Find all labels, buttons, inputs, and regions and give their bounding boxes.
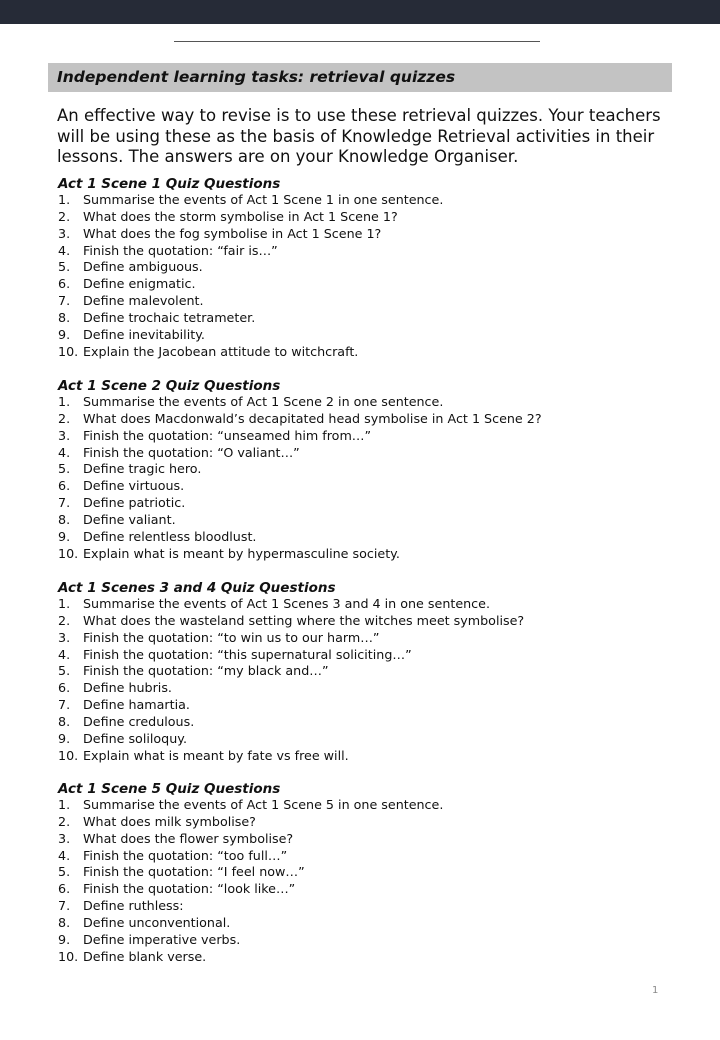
question-item bbox=[58, 915, 678, 932]
question-list bbox=[58, 596, 678, 764]
question-text: Finish the quotation: “to win us to our harm…” bbox=[83, 629, 380, 645]
question-text: Define virtuous. bbox=[83, 478, 185, 494]
question-number: 4. bbox=[58, 646, 71, 662]
question-number: 2. bbox=[58, 410, 71, 426]
question-text: Summarise the events of Act 1 Scene 5 in one sentence. bbox=[83, 797, 444, 812]
question-number: 1. bbox=[58, 797, 71, 812]
question-number: 9. bbox=[58, 326, 71, 342]
question-number: 7. bbox=[58, 495, 71, 511]
question-item bbox=[58, 881, 678, 898]
question-number: 5. bbox=[58, 864, 71, 880]
section-heading: Act 1 Scene 1 Quiz Questions bbox=[58, 176, 281, 192]
question-number: 8. bbox=[58, 914, 71, 930]
quiz-section bbox=[58, 580, 678, 764]
question-text: What does the fog symbolise in Act 1 Scene 1? bbox=[83, 225, 382, 241]
quiz-section bbox=[58, 176, 678, 360]
question-text: Define hubris. bbox=[83, 680, 172, 696]
question-text: Finish the quotation: “this supernatural soliciting…” bbox=[83, 646, 412, 662]
question-text: Finish the quotation: “fair is…” bbox=[83, 242, 278, 258]
question-item bbox=[58, 814, 678, 831]
question-number: 1. bbox=[58, 394, 71, 409]
question-item bbox=[58, 613, 678, 630]
question-text: What does the flower symbolise? bbox=[83, 830, 294, 846]
quiz-section bbox=[58, 378, 678, 562]
question-number: 2. bbox=[58, 612, 71, 628]
question-text: Define inevitability. bbox=[83, 326, 205, 342]
question-text: Explain what is meant by fate vs free will. bbox=[83, 747, 349, 763]
question-text: Summarise the events of Act 1 Scene 2 in one sentence. bbox=[83, 394, 444, 409]
question-item bbox=[58, 680, 678, 697]
question-item bbox=[58, 344, 678, 361]
question-text: Finish the quotation: “O valiant…” bbox=[83, 444, 300, 460]
question-number: 4. bbox=[58, 242, 71, 258]
question-item bbox=[58, 731, 678, 748]
question-item bbox=[58, 394, 678, 411]
question-number: 7. bbox=[58, 293, 71, 309]
question-item bbox=[58, 192, 678, 209]
section-heading: Act 1 Scene 2 Quiz Questions bbox=[58, 378, 281, 394]
question-item bbox=[58, 259, 678, 276]
question-number: 9. bbox=[58, 528, 71, 544]
page-number: 1 bbox=[652, 985, 659, 996]
page-title: Independent learning tasks: retrieval quizzes bbox=[57, 68, 456, 86]
question-text: Define hamartia. bbox=[83, 697, 190, 713]
question-text: Define blank verse. bbox=[83, 948, 207, 964]
question-item bbox=[58, 209, 678, 226]
header-rule bbox=[174, 41, 540, 42]
question-item bbox=[58, 546, 678, 563]
question-text: What does the wasteland setting where the witches meet symbolise? bbox=[83, 612, 525, 628]
question-item bbox=[58, 226, 678, 243]
question-number: 2. bbox=[58, 813, 71, 829]
question-text: Finish the quotation: “too full…” bbox=[83, 847, 288, 863]
question-item bbox=[58, 293, 678, 310]
question-item bbox=[58, 864, 678, 881]
question-text: What does Macdonwald’s decapitated head symbolise in Act 1 Scene 2? bbox=[83, 410, 542, 426]
question-item bbox=[58, 663, 678, 680]
question-number: 6. bbox=[58, 276, 71, 292]
question-number: 4. bbox=[58, 847, 71, 863]
question-text: Explain what is meant by hypermasculine society. bbox=[83, 545, 400, 561]
question-text: Define credulous. bbox=[83, 713, 195, 729]
question-list bbox=[58, 797, 678, 965]
intro-paragraph: An effective way to revise is to use these retrieval quizzes. Your teachers will be using these as the basis of Knowledge Retrieval activities in their lessons. The answers are on your Knowledge Organiser. bbox=[57, 106, 661, 166]
question-text: Summarise the events of Act 1 Scenes 3 and 4 in one sentence. bbox=[83, 596, 490, 611]
question-number: 2. bbox=[58, 208, 71, 224]
question-item bbox=[58, 831, 678, 848]
question-number: 6. bbox=[58, 881, 71, 897]
question-item bbox=[58, 647, 678, 664]
question-number: 8. bbox=[58, 309, 71, 325]
question-item bbox=[58, 949, 678, 966]
question-number: 7. bbox=[58, 898, 71, 914]
question-item bbox=[58, 697, 678, 714]
question-number: 5. bbox=[58, 259, 71, 275]
question-number: 10. bbox=[58, 545, 79, 561]
question-text: Define trochaic tetrameter. bbox=[83, 309, 256, 325]
question-text: Define enigmatic. bbox=[83, 276, 196, 292]
question-number: 3. bbox=[58, 830, 71, 846]
question-item bbox=[58, 512, 678, 529]
question-number: 5. bbox=[58, 663, 71, 679]
question-number: 10. bbox=[58, 343, 79, 359]
question-number: 7. bbox=[58, 697, 71, 713]
question-list bbox=[58, 192, 678, 360]
question-number: 10. bbox=[58, 747, 79, 763]
question-text: Define relentless bloodlust. bbox=[83, 528, 257, 544]
section-heading: Act 1 Scene 5 Quiz Questions bbox=[58, 781, 281, 797]
top-bar bbox=[0, 0, 720, 24]
question-item bbox=[58, 748, 678, 765]
question-text: Finish the quotation: “my black and…” bbox=[83, 663, 329, 679]
question-number: 6. bbox=[58, 680, 71, 696]
question-item bbox=[58, 630, 678, 647]
title-banner bbox=[48, 63, 672, 92]
question-item bbox=[58, 478, 678, 495]
question-item bbox=[58, 529, 678, 546]
quiz-section bbox=[58, 781, 678, 965]
question-item bbox=[58, 797, 678, 814]
section-heading: Act 1 Scenes 3 and 4 Quiz Questions bbox=[58, 580, 336, 596]
question-number: 3. bbox=[58, 225, 71, 241]
question-text: Define soliloquy. bbox=[83, 730, 187, 746]
question-item bbox=[58, 898, 678, 915]
question-number: 3. bbox=[58, 629, 71, 645]
question-number: 4. bbox=[58, 444, 71, 460]
question-number: 5. bbox=[58, 461, 71, 477]
question-text: Define unconventional. bbox=[83, 914, 231, 930]
question-item bbox=[58, 276, 678, 293]
question-number: 1. bbox=[58, 596, 71, 611]
question-text: Finish the quotation: “I feel now…” bbox=[83, 864, 305, 880]
question-text: Define malevolent. bbox=[83, 293, 204, 309]
question-text: Define ruthless: bbox=[83, 898, 184, 914]
question-item bbox=[58, 714, 678, 731]
question-text: What does the storm symbolise in Act 1 Scene 1? bbox=[83, 208, 398, 224]
question-list bbox=[58, 394, 678, 562]
question-number: 9. bbox=[58, 931, 71, 947]
question-number: 10. bbox=[58, 948, 79, 964]
question-item bbox=[58, 445, 678, 462]
question-item bbox=[58, 461, 678, 478]
question-item bbox=[58, 848, 678, 865]
question-number: 1. bbox=[58, 192, 71, 207]
question-item bbox=[58, 932, 678, 949]
question-text: Finish the quotation: “unseamed him from…” bbox=[83, 427, 372, 443]
question-number: 9. bbox=[58, 730, 71, 746]
question-text: Define valiant. bbox=[83, 511, 176, 527]
question-text: Define tragic hero. bbox=[83, 461, 202, 477]
question-number: 8. bbox=[58, 713, 71, 729]
question-item bbox=[58, 428, 678, 445]
question-text: Define patriotic. bbox=[83, 495, 186, 511]
question-text: Summarise the events of Act 1 Scene 1 in one sentence. bbox=[83, 192, 444, 207]
question-item bbox=[58, 411, 678, 428]
question-item bbox=[58, 495, 678, 512]
question-text: Define ambiguous. bbox=[83, 259, 203, 275]
question-item bbox=[58, 596, 678, 613]
question-number: 6. bbox=[58, 478, 71, 494]
question-text: Finish the quotation: “look like…” bbox=[83, 881, 296, 897]
question-item bbox=[58, 327, 678, 344]
question-number: 3. bbox=[58, 427, 71, 443]
question-text: Define imperative verbs. bbox=[83, 931, 241, 947]
question-item bbox=[58, 243, 678, 260]
question-item bbox=[58, 310, 678, 327]
question-text: Explain the Jacobean attitude to witchcraft. bbox=[83, 343, 359, 359]
question-number: 8. bbox=[58, 511, 71, 527]
question-text: What does milk symbolise? bbox=[83, 813, 256, 829]
